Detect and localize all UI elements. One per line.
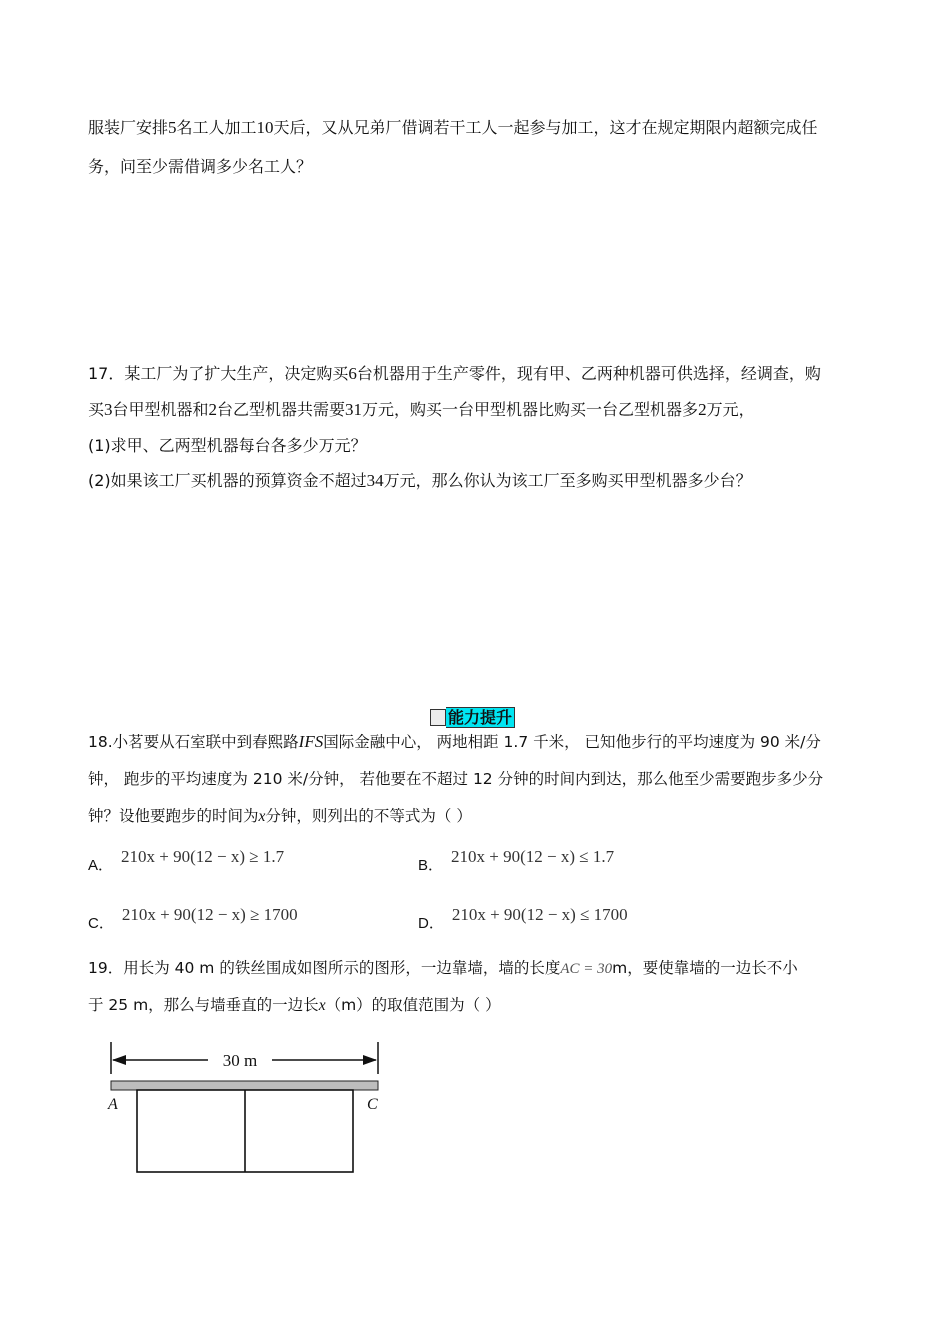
option-letter: C．: [88, 915, 114, 932]
q17-part-2: [88, 471, 752, 491]
q16-text: 天后，又从兄弟厂借调若干工人一起参与加工，这才在规定期限内超额完成任: [273, 118, 818, 137]
option-a[interactable]: [88, 847, 285, 876]
option-formula: 210x + 90(12 − x) ≤ 1.7: [451, 847, 615, 866]
option-letter: D．: [418, 915, 444, 932]
q19-text: m，要使靠墙的一边长不小: [612, 959, 798, 977]
q17-text: 台甲型机器和: [112, 400, 209, 419]
option-b[interactable]: [418, 847, 615, 876]
q16-line-2: 务，问至少需借调多少名工人？: [88, 157, 313, 176]
q19-figure: [100, 1036, 400, 1181]
option-formula: 210x + 90(12 − x) ≥ 1700: [121, 905, 298, 924]
q17-number: 6: [348, 364, 357, 383]
q19-line-2: [88, 995, 501, 1016]
q18-text: 钟？设他要跑步的时间为: [88, 807, 259, 825]
q16-number: 5: [168, 118, 177, 137]
q18-text: 分钟，则列出的不等式为（ ）: [265, 807, 472, 825]
q17-number: 31: [345, 400, 363, 419]
q18-text: 国际金融中心， 两地相距 1.7 千米， 已知他步行的平均速度为 90 米/分: [323, 733, 821, 751]
q17-number: 3: [104, 400, 113, 419]
option-formula: 210x + 90(12 − x) ≥ 1.7: [121, 847, 285, 866]
q18-variable: x: [258, 808, 266, 825]
arrow-right-icon: [363, 1055, 377, 1065]
point-c-label: C: [367, 1096, 378, 1113]
q17-part-1: (1)求甲、乙两型机器每台各多少万元？: [88, 436, 367, 455]
option-letter: B．: [418, 857, 444, 874]
q17-text: 买: [88, 400, 105, 419]
q19-ac-expression: AC = 30: [560, 961, 613, 977]
q19-text: 于 25 m，那么与墙垂直的一边长: [88, 996, 319, 1014]
q18-ifs: IFS: [298, 732, 324, 751]
q19-text: 19．用长为 40 m 的铁丝围成如图所示的图形，一边靠墙，墙的长度: [88, 959, 561, 977]
q17-line-1: [88, 364, 821, 384]
option-letter: A．: [88, 857, 114, 874]
q16-number: 10: [256, 118, 274, 137]
q17-text: 台乙型机器共需要: [217, 400, 346, 419]
wall: [111, 1081, 378, 1090]
q16-line-1: [88, 118, 818, 138]
q17-text: (2)如果该工厂买机器的预算资金不超过: [88, 471, 367, 490]
q17-number: 2: [698, 400, 707, 419]
q17-text: 17．某工厂为了扩大生产，决定购买: [88, 364, 349, 383]
q16-text: 名工人加工: [176, 118, 257, 137]
q17-line-2: [88, 400, 755, 420]
section-title-label: 能力提升: [446, 707, 515, 728]
option-formula: 210x + 90(12 − x) ≤ 1700: [451, 905, 628, 924]
arrow-left-icon: [112, 1055, 126, 1065]
q18-line-2: 钟， 跑步的平均速度为 210 米/分钟， 若他要在不超过 12 分钟的时间内到达，那么他至少需要跑步多少分: [88, 770, 824, 788]
q16-text: 服装厂安排: [88, 118, 169, 137]
point-a-label: A: [108, 1096, 118, 1113]
q18-line-1: [88, 732, 821, 752]
q18-text: 18.小茗要从石室联中到春熙路: [88, 733, 299, 751]
q19-variable: x: [318, 997, 326, 1014]
section-title: [430, 707, 515, 727]
dimension-label: 30 m: [222, 1051, 258, 1070]
q18-line-3: [88, 806, 472, 827]
q19-line-1: [88, 958, 798, 979]
q17-text: 万元，购买一台甲型机器比购买一台乙型机器多: [362, 400, 699, 419]
q19-text: （m）的取值范围为（ ）: [325, 996, 501, 1014]
q17-text: 万元，: [706, 400, 755, 419]
option-c[interactable]: [88, 905, 298, 934]
q17-text: 万元，那么你认为该工厂至多购买甲型机器多少台？: [383, 471, 752, 490]
option-d[interactable]: [418, 905, 628, 934]
q17-number: 34: [366, 471, 384, 490]
q17-number: 2: [208, 400, 218, 419]
q17-text: 台机器用于生产零件，现有甲、乙两种机器可供选择，经调查，购: [356, 364, 821, 383]
section-title-marker: [430, 709, 446, 726]
